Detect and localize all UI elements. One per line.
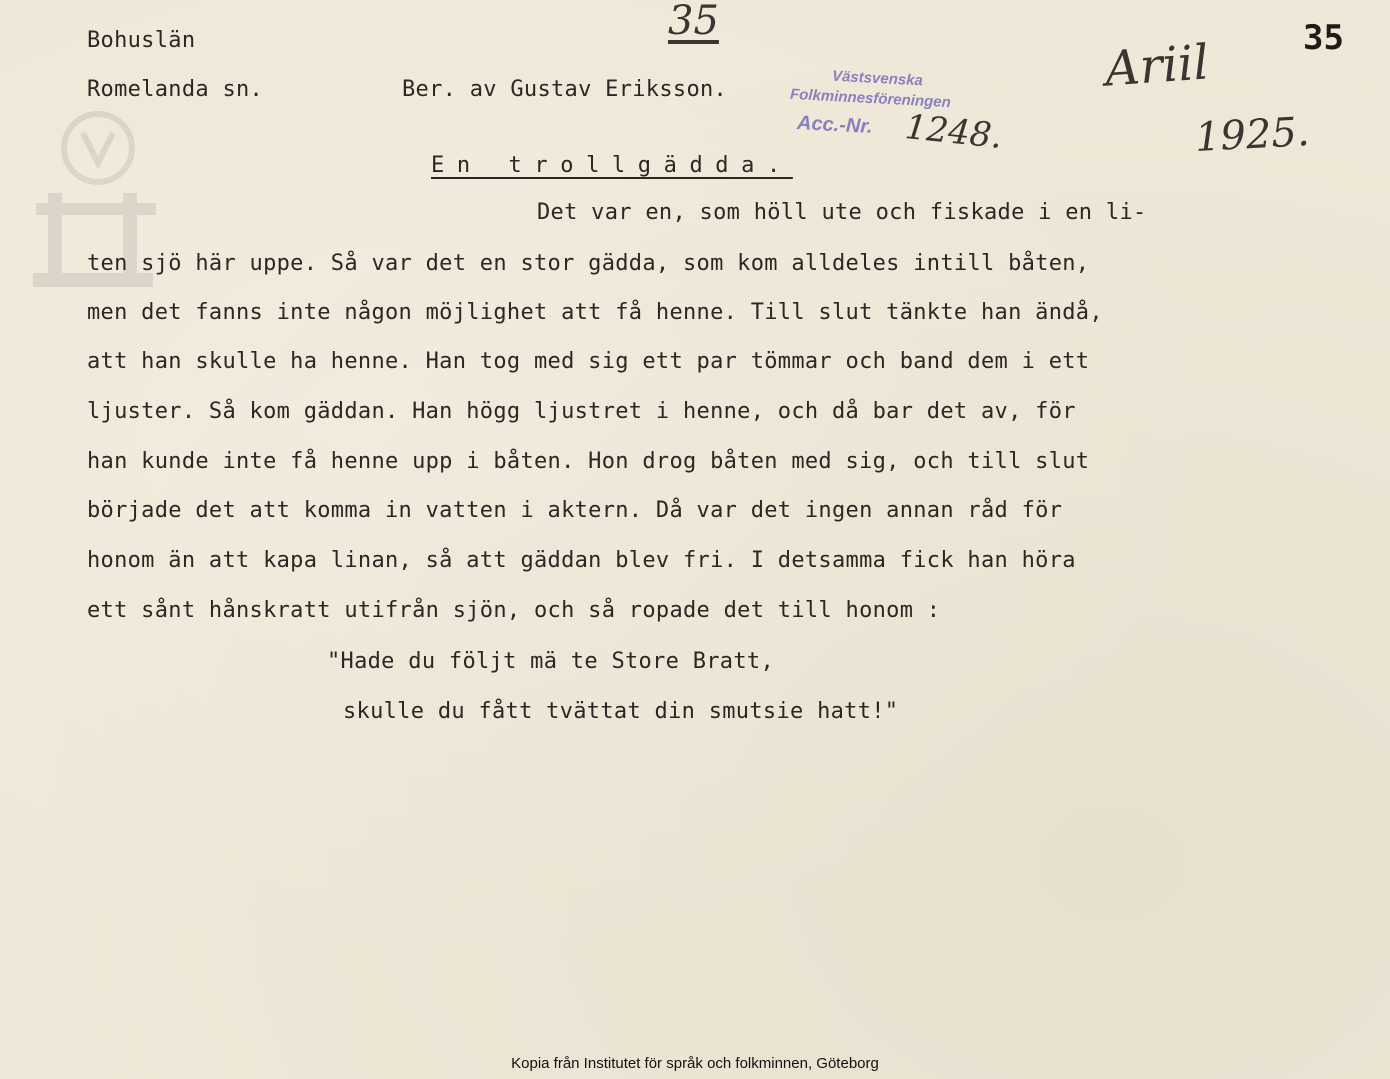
handwritten-year: 1925. <box>1193 109 1311 161</box>
document-title: En trollgädda. <box>431 153 793 178</box>
reporter-label: Ber. av Gustav Eriksson. <box>402 77 728 102</box>
body-line: men det fanns inte någon möjlighet att få henne. Till slut tänkte han ändå, <box>87 300 1103 325</box>
body-line: ten sjö här uppe. Så var det en stor gädda, som kom alldeles intill båten, <box>87 251 1090 276</box>
body-line: ett sånt hånskratt utifrån sjön, och så ropade det till honom : <box>87 598 941 623</box>
stamp-line2: Folkminnesföreningen <box>789 85 952 112</box>
region-label: Bohuslän <box>87 28 196 53</box>
stamp-acc-label: Acc.-Nr. <box>796 112 874 138</box>
body-line: honom än att kapa linan, så att gäddan blev fri. I detsamma fick han höra <box>87 548 1076 573</box>
verse-line: skulle du fått tvättat din smutsie hatt!" <box>343 699 899 724</box>
archive-footer: Kopia från Institutet för språk och folkminnen, Göteborg <box>511 1055 879 1072</box>
verse-line: "Hade du följt mä te Store Bratt, <box>327 649 774 674</box>
stamp-line1: Västsvenska <box>831 67 924 90</box>
parish-label: Romelanda sn. <box>87 77 264 102</box>
body-line: ljuster. Så kom gäddan. Han högg ljustret i henne, och då bar det av, för <box>87 399 1076 424</box>
body-line: Det var en, som höll ute och fiskade i en li- <box>537 200 1147 225</box>
body-line: han kunde inte få henne upp i båten. Hon drog båten med sig, och till slut <box>87 449 1090 474</box>
stamp-acc-number: 1248. <box>903 107 1005 157</box>
body-line: började det att komma in vatten i aktern. Då var det ingen annan råd för <box>87 498 1063 523</box>
body-line: att han skulle ha henne. Han tog med sig ett par tömmar och band dem i ett <box>87 349 1090 374</box>
handwritten-month: Ariil <box>1103 34 1211 98</box>
handwritten-number: 35 <box>668 0 719 44</box>
page-number: 35 <box>1303 18 1344 58</box>
watermark-emblem-icon <box>28 108 158 308</box>
